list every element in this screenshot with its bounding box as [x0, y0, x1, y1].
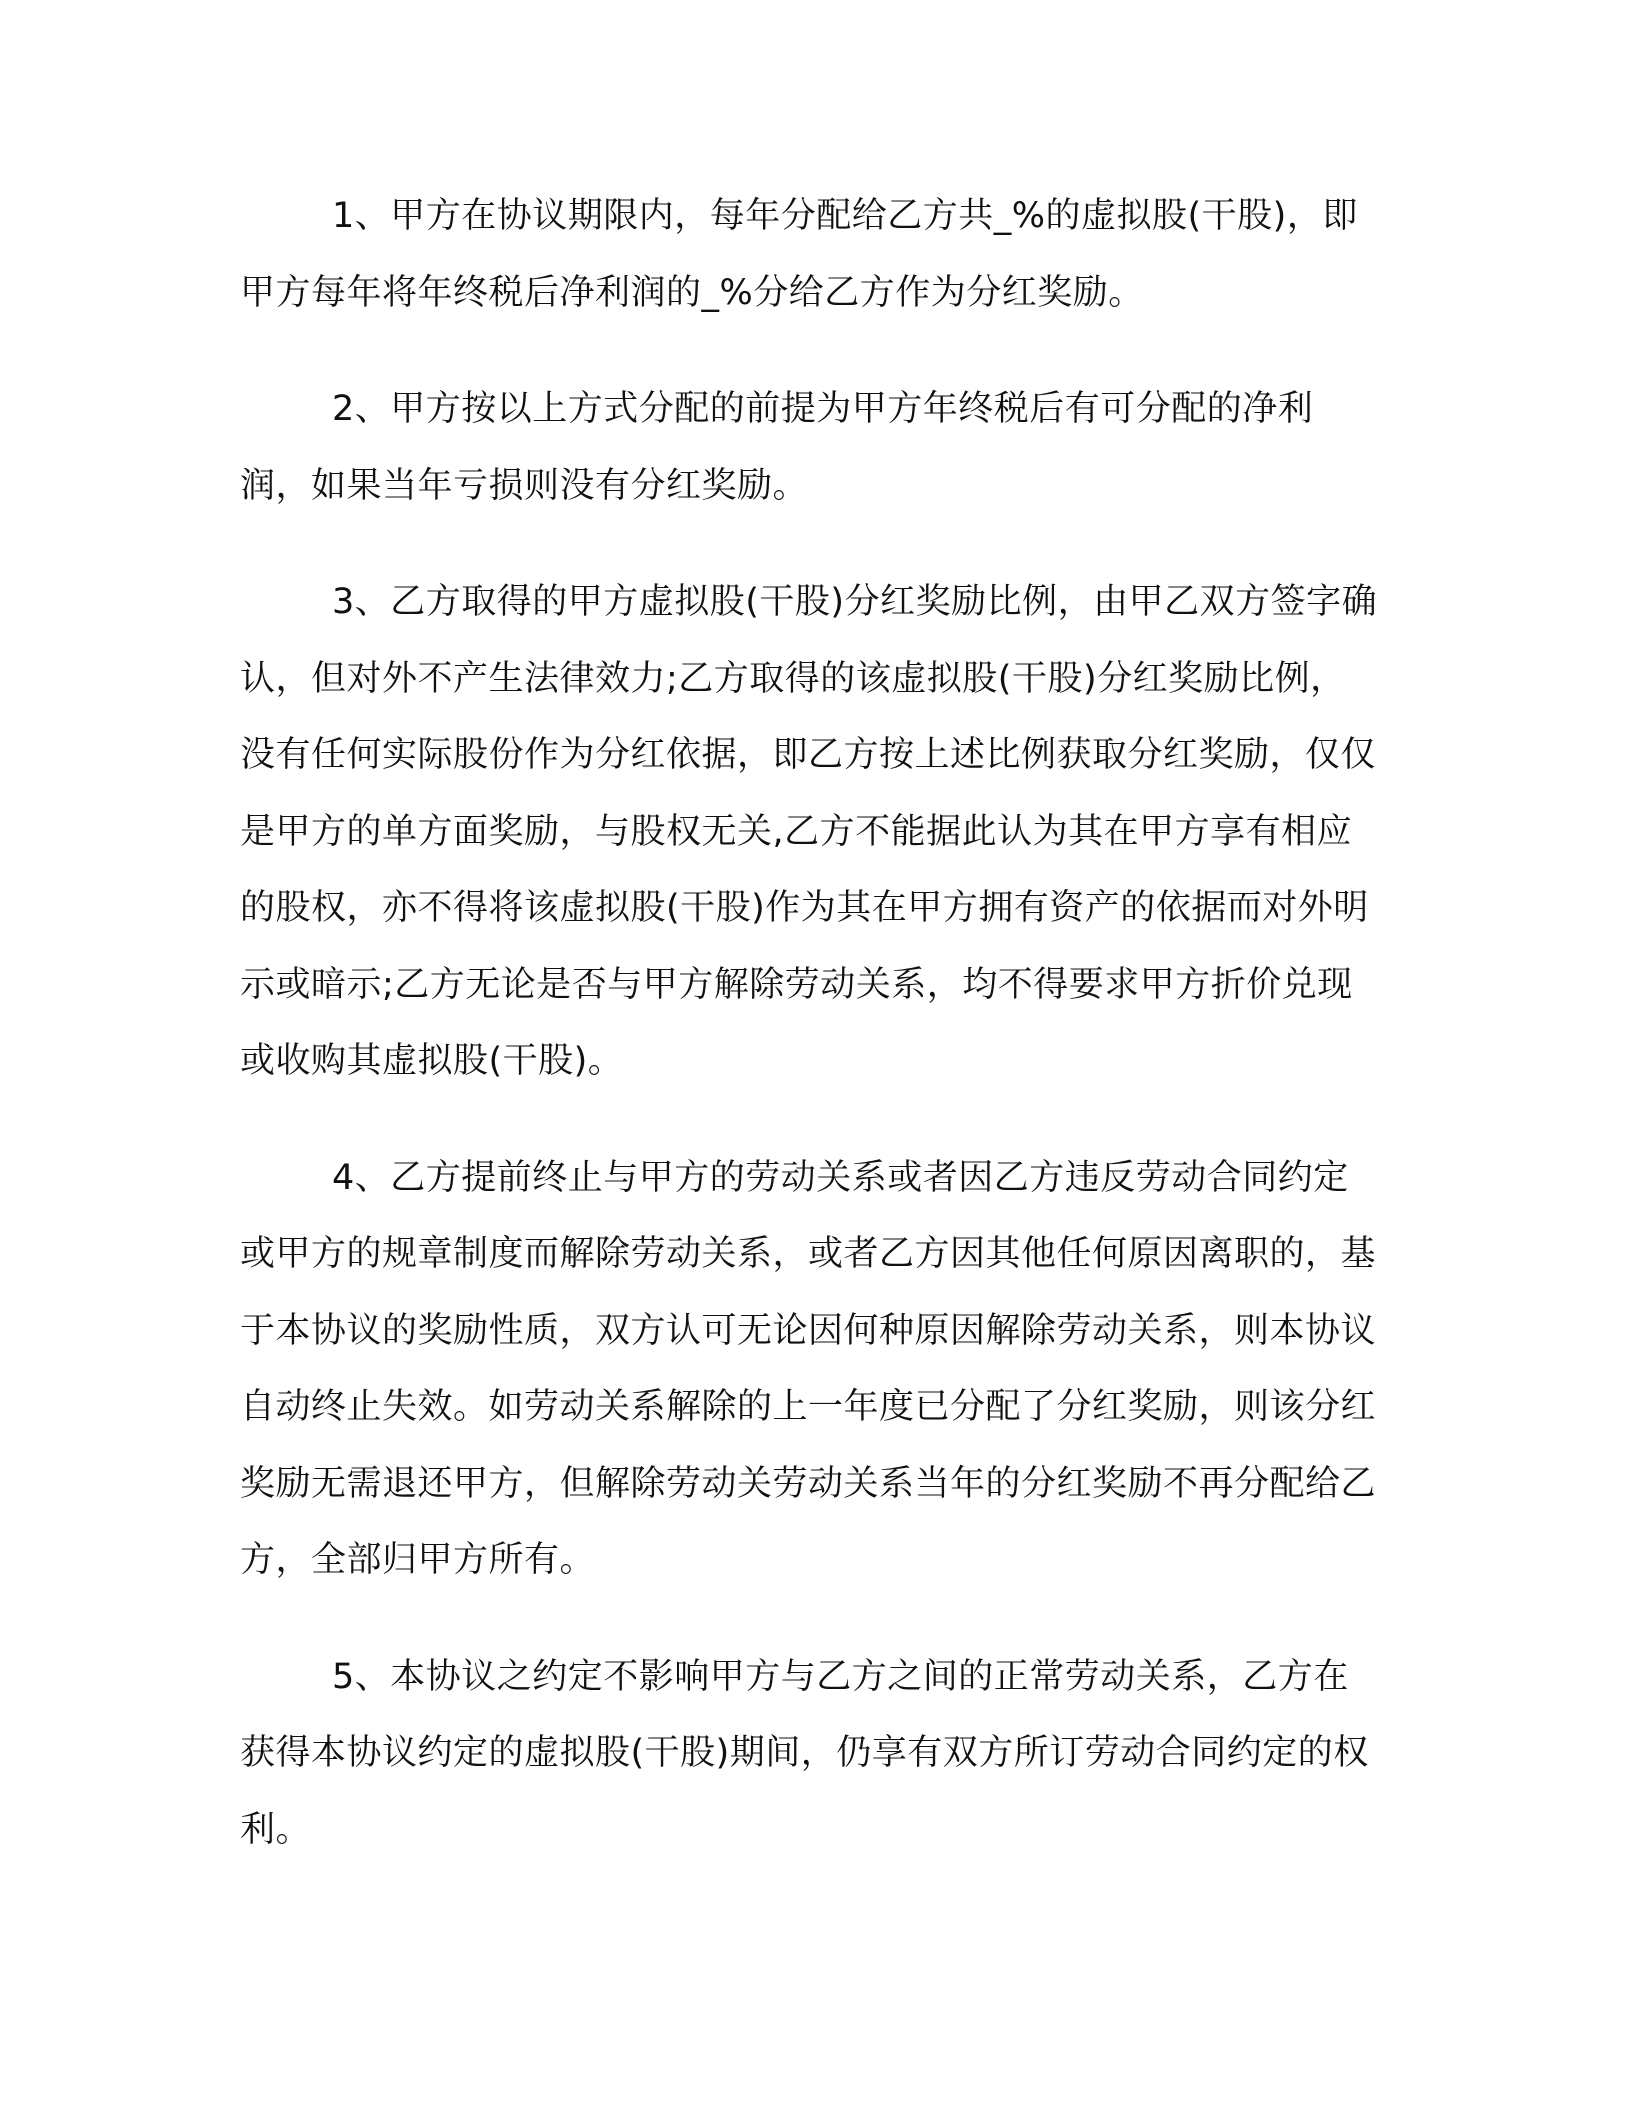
clause-1: 1、甲方在协议期限内，每年分配给乙方共_%的虚拟股(干股)，即甲方每年将年终税后净利润的_%分给乙方作为分红奖励。 [240, 196, 1358, 313]
clause-5: 5、本协议之约定不影响甲方与乙方之间的正常劳动关系，乙方在获得本协议约定的虚拟股(干股)期间，仍享有双方所订劳动合同约定的权利。 [240, 1656, 1369, 1850]
clause-2: 2、甲方按以上方式分配的前提为甲方年终税后有可分配的净利润，如果当年亏损则没有分红奖励。 [240, 389, 1314, 506]
clause-3: 3、乙方取得的甲方虚拟股(干股)分红奖励比例，由甲乙双方签字确认，但对外不产生法律效力;乙方取得的该虚拟股(干股)分红奖励比例，没有任何实际股份作为分红依据，即乙方按上述比例获取分红奖励，仅仅是甲方的单方面奖励，与股权无关,乙方不能据此认为其在甲方享有相应的股权，亦不得将该虚拟股(干股)作为其在甲方拥有资产的依据而对外明示或暗示;乙方无论是否与甲方解除劳动关系，均不得要求甲方折价兑现或收购其虚拟股(干股)。 [240, 582, 1378, 1081]
clause-4: 4、乙方提前终止与甲方的劳动关系或者因乙方违反劳动合同约定或甲方的规章制度而解除劳动关系，或者乙方因其他任何原因离职的，基于本协议的奖励性质，双方认可无论因何种原因解除劳动关系，则本协议自动终止失效。如劳动关系解除的上一年度已分配了分红奖励，则该分红奖励无需退还甲方，但解除劳动关劳动关系当年的分红奖励不再分配给乙方，全部归甲方所有。 [240, 1157, 1377, 1580]
document-body [240, 178, 1380, 1868]
